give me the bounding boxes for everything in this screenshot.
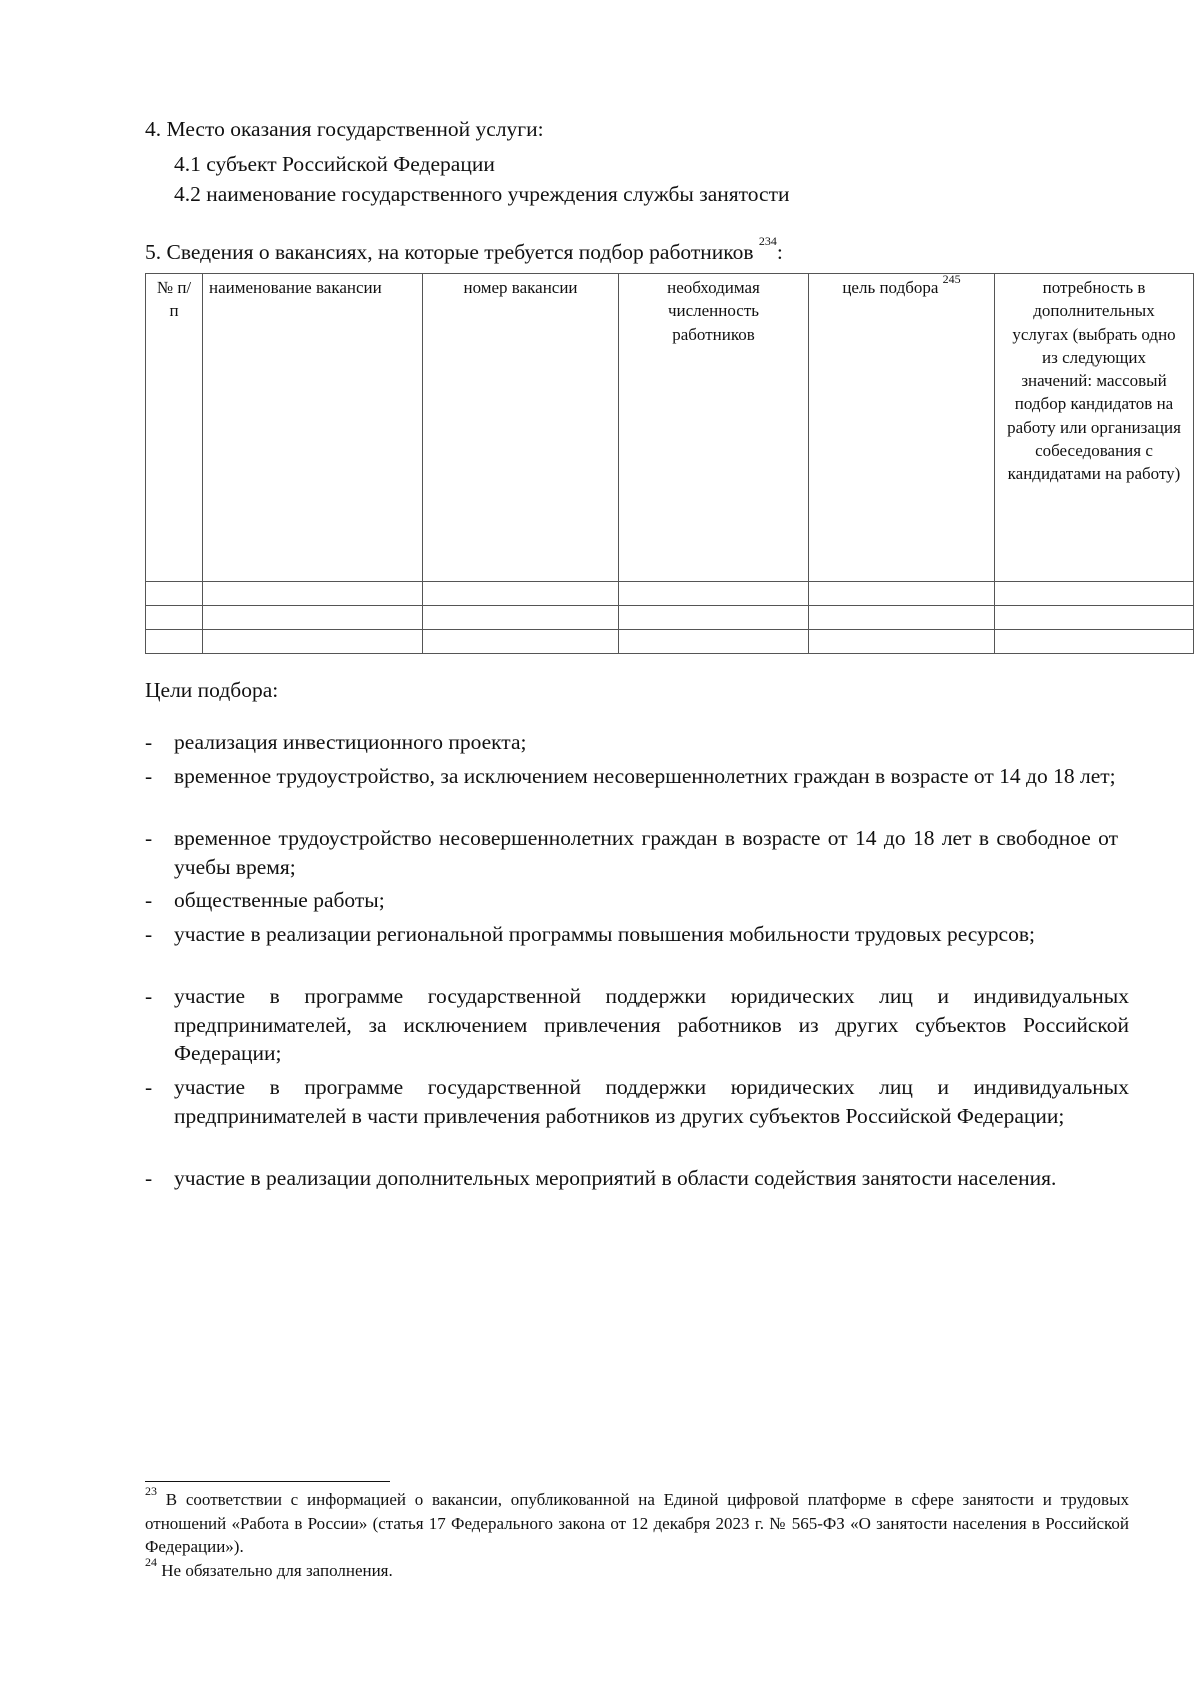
goal-item [145, 824, 1118, 881]
goals-heading: Цели подбора: [145, 678, 279, 702]
table-cell[interactable] [146, 630, 203, 654]
goal-item [145, 982, 1129, 1068]
table-cell[interactable] [995, 630, 1194, 654]
list-dash: - [145, 826, 153, 850]
section-5-heading-colon: : [776, 240, 783, 264]
goal-item [145, 1073, 1129, 1130]
section-4-heading: 4. Место оказания государственной услуги: [145, 117, 544, 141]
table-cell[interactable] [809, 606, 995, 630]
goal-text: временное трудоустройство, за исключением несовершеннолетних граждан в возрасте от 14 до 18 лет; [174, 764, 1116, 788]
header-vacancy-name: наименование вакансии [203, 274, 423, 582]
table-cell[interactable] [423, 582, 619, 606]
table-row [146, 606, 1194, 630]
header-additional-services: потребность в дополнительных услугах (выбрать одно из следующих значений: массовый подбор кандидатов на работу или организация собеседования с кандидатами на работу) [995, 274, 1194, 582]
goal-text: участие в реализации региональной программы повышения мобильности трудовых ресурсов; [174, 922, 1035, 946]
header-selection-goal [809, 274, 995, 582]
table-cell[interactable] [619, 606, 809, 630]
table-row [146, 630, 1194, 654]
table-cell[interactable] [995, 606, 1194, 630]
goal-text: реализация инвестиционного проекта; [174, 730, 527, 754]
list-dash: - [145, 764, 153, 788]
footnote-mark: 24 [145, 1555, 157, 1569]
list-dash: - [145, 1166, 153, 1190]
header-selection-goal-label: цель подбора [842, 278, 939, 297]
table-cell[interactable] [146, 582, 203, 606]
list-dash: - [145, 922, 153, 946]
table-cell[interactable] [146, 606, 203, 630]
section-4-item-region: 4.1 субъект Российской Федерации [174, 152, 495, 176]
section-5-heading-text: 5. Сведения о вакансиях, на которые требуется подбор работников [145, 240, 754, 264]
table-cell[interactable] [619, 582, 809, 606]
footnote-text: Не обязательно для заполнения. [161, 1561, 393, 1580]
list-dash: - [145, 888, 153, 912]
header-vacancy-number: номер вакансии [423, 274, 619, 582]
list-dash: - [145, 730, 153, 754]
section-5-heading [145, 234, 783, 266]
section-4-item-institution: 4.2 наименование государственного учреждения службы занятости [174, 182, 790, 206]
goal-item [145, 886, 1129, 915]
goal-text: общественные работы; [174, 888, 385, 912]
goal-item [145, 1164, 1065, 1193]
table-cell[interactable] [203, 582, 423, 606]
section-5-footnote-ref: 234 [758, 234, 777, 248]
goal-item [145, 728, 1129, 757]
footnote-separator [145, 1481, 390, 1482]
table-cell[interactable] [809, 630, 995, 654]
goal-text: участие в программе государственной поддержки юридических лиц и индивидуальных предпринимателей, за исключением привлечения работников из других субъектов Российской Федерации; [174, 984, 1129, 1065]
goal-item [145, 920, 1045, 949]
header-goal-footnote-ref: 245 [942, 272, 961, 286]
table-row [146, 582, 1194, 606]
goal-item [145, 762, 1129, 791]
goal-text: участие в программе государственной поддержки юридических лиц и индивидуальных предпринимателей в части привлечения работников из других субъектов Российской Федерации; [174, 1075, 1129, 1128]
goal-text: участие в реализации дополнительных мероприятий в области содействия занятости населения. [174, 1166, 1057, 1190]
table-cell[interactable] [995, 582, 1194, 606]
footnote-text: В соответствии с информацией о вакансии, опубликованной на Единой цифровой платформе в сфере занятости и трудовых отношений «Работа в России» (статья 17 Федерального закона от 12 декабря 2023 г. № 565-ФЗ «О занятости населения в Российской Федерации»). [145, 1490, 1129, 1556]
goal-text: временное трудоустройство несовершеннолетних граждан в возрасте от 14 до 18 лет в свободное от учебы время; [174, 826, 1118, 879]
footnote-23 [145, 1484, 1129, 1559]
table-cell[interactable] [203, 630, 423, 654]
vacancy-table [145, 273, 1194, 654]
table-header-row [146, 274, 1194, 582]
list-dash: - [145, 984, 153, 1008]
table-cell[interactable] [619, 630, 809, 654]
list-dash: - [145, 1075, 153, 1099]
footnote-24 [145, 1555, 1129, 1583]
header-number: № п/п [146, 274, 203, 582]
table-cell[interactable] [423, 630, 619, 654]
table-cell[interactable] [809, 582, 995, 606]
header-worker-count: необходимая численность работников [619, 274, 809, 582]
table-cell[interactable] [203, 606, 423, 630]
footnote-mark: 23 [145, 1484, 157, 1498]
table-cell[interactable] [423, 606, 619, 630]
